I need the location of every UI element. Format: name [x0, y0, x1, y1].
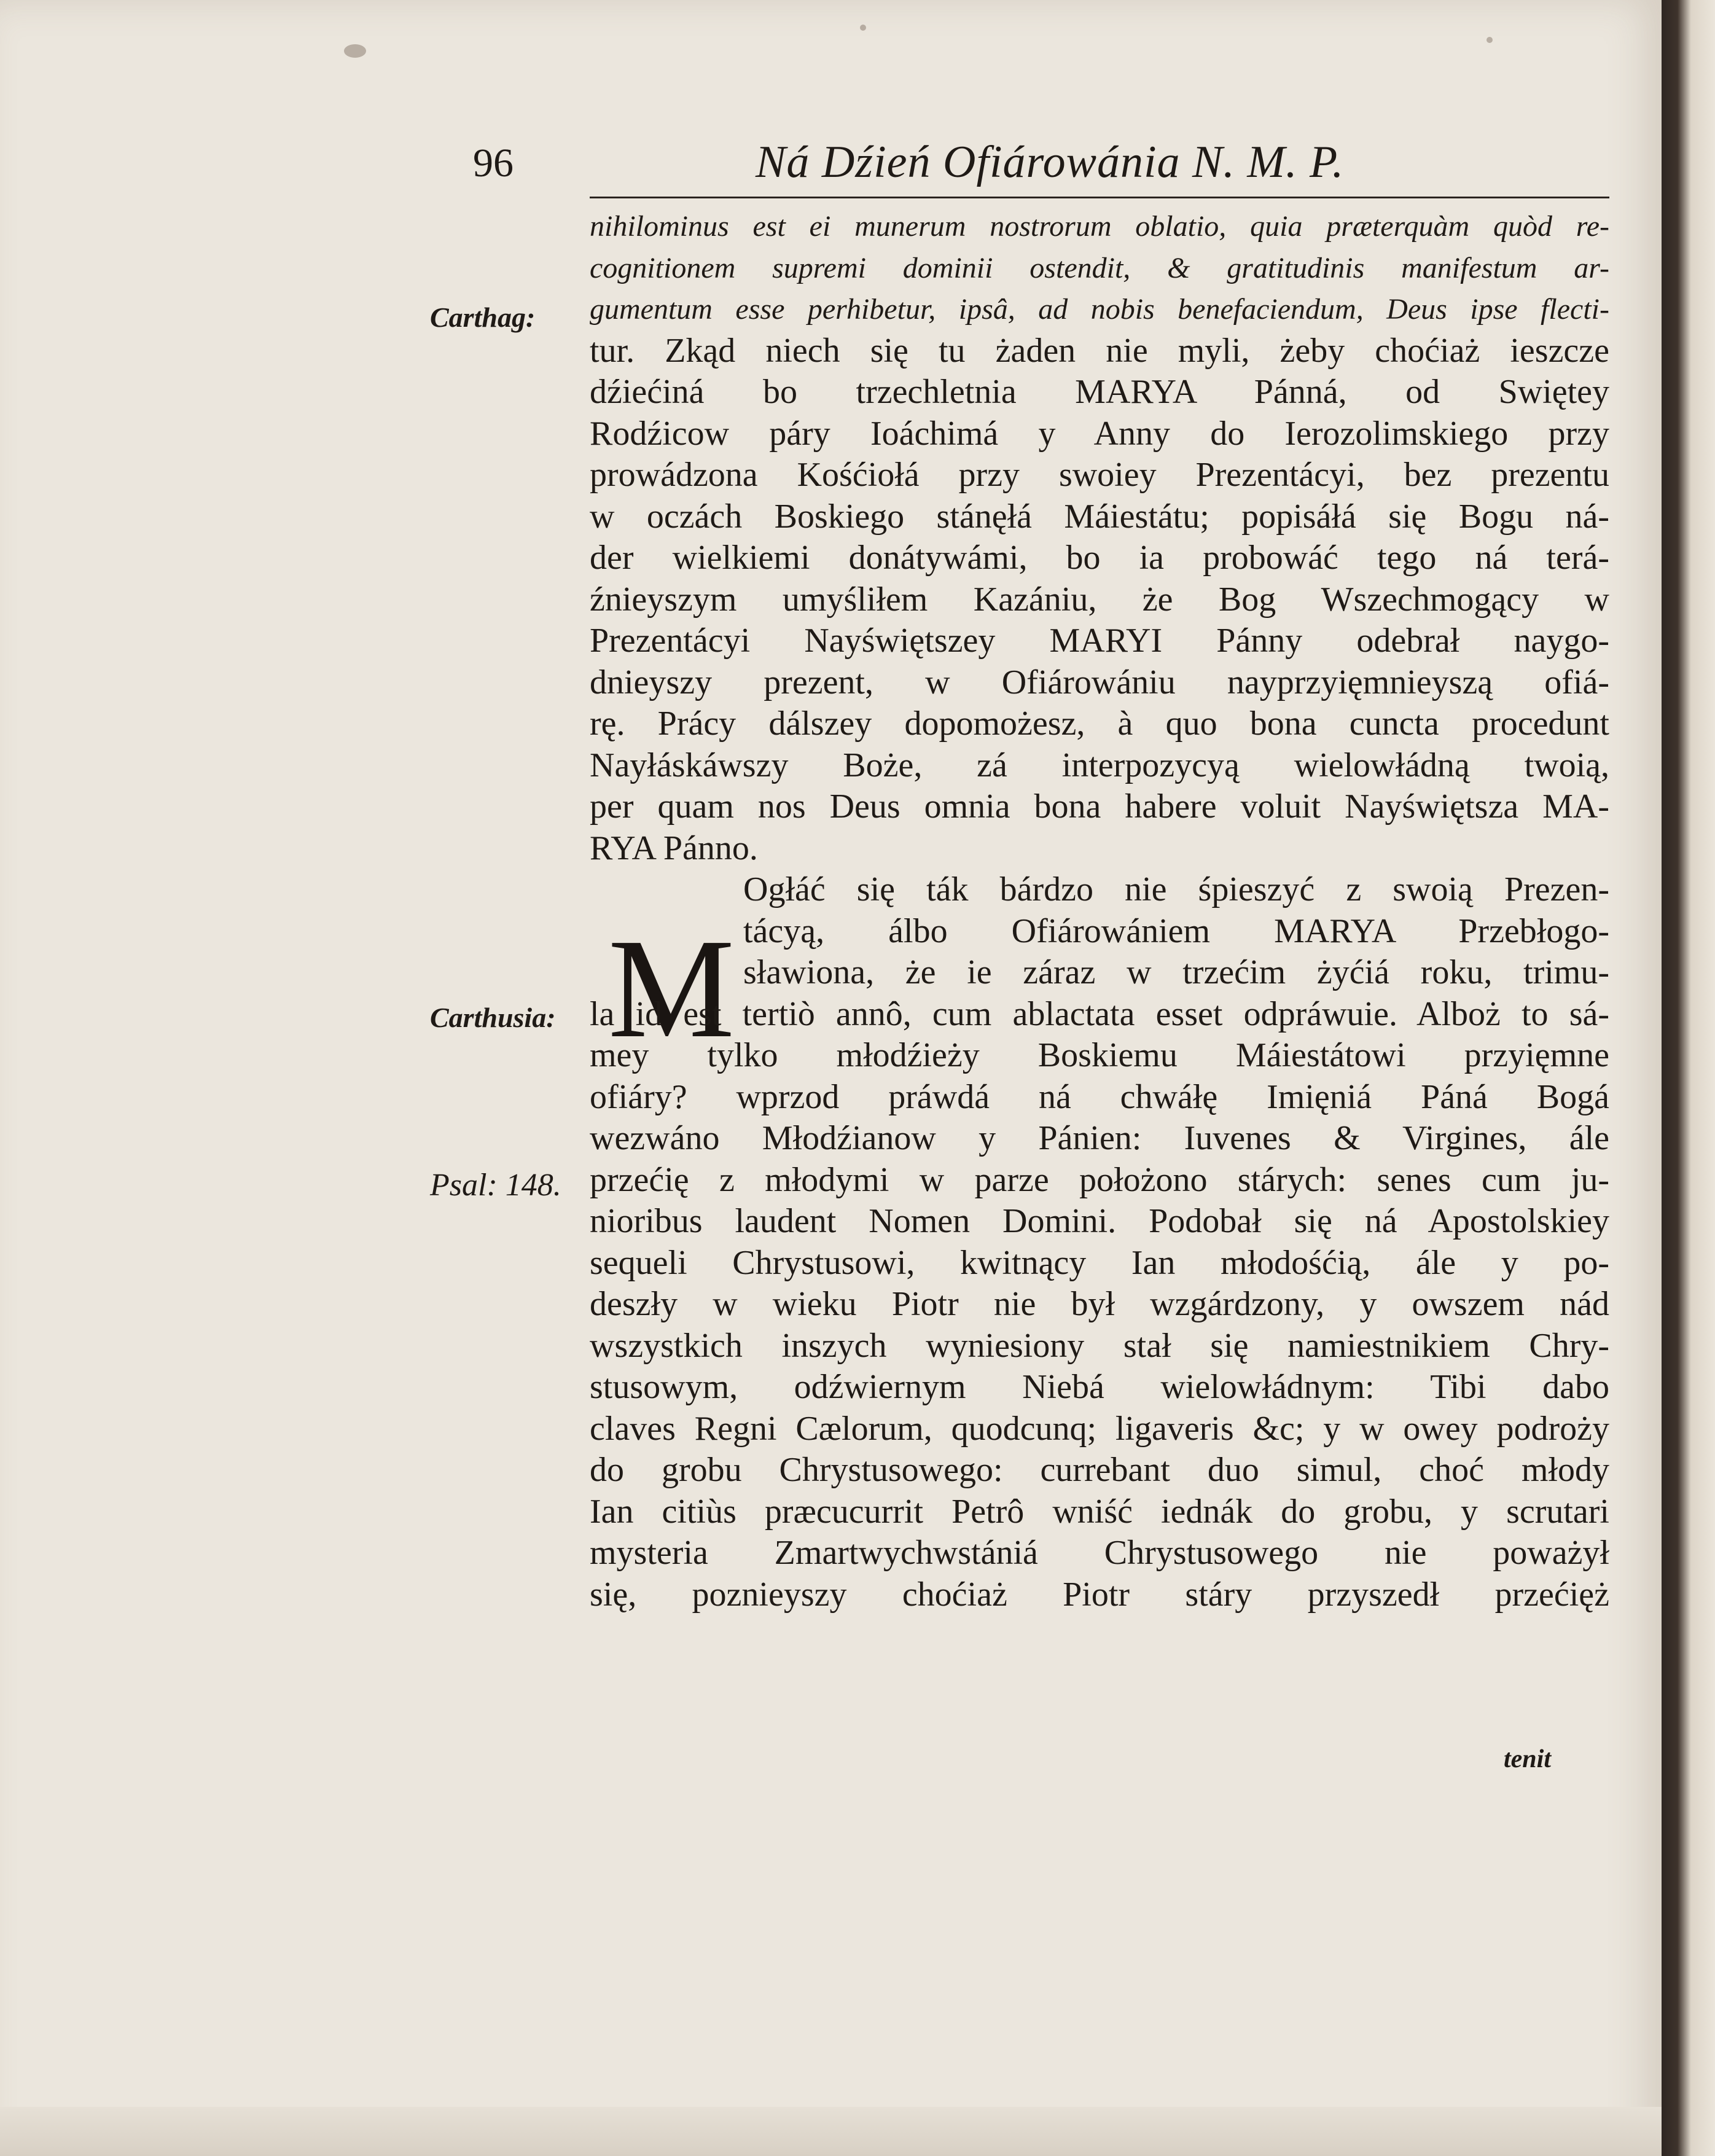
text-line: Rodźicow páry Ioáchimá y Anny do Ierozolimskiego przy: [590, 414, 1609, 453]
text-line: per quam nos Deus omnia bona habere voluit Nayświętsza MA-: [590, 787, 1609, 826]
text-line: mey tylko młodźieży Boskiemu Máiestátowi przyięmne: [590, 1036, 1609, 1074]
text-line: sequeli Chrystusowi, kwitnący Ian młodośćią, ále y po-: [590, 1243, 1609, 1282]
text-line: wezwáno Młodźianow y Pánien: Iuvenes & Virgines, ále: [590, 1119, 1609, 1157]
text-line: dnieyszy prezent, w Ofiárowániu nayprzyięmnieyszą ofiá-: [590, 663, 1609, 701]
text-line: nioribus laudent Nomen Domini. Podobał się ná Apostolskiey: [590, 1202, 1609, 1240]
text-line: ofiáry? wprzod práwdá ná chwáłę Imięniá Páná Bogá: [590, 1077, 1609, 1116]
text-line: claves Regni Cælorum, quodcunq; ligaveris &c; y w owey podroży: [590, 1409, 1609, 1448]
text-line: prowádzona Kośćiołá przy swoiey Prezentácyi, bez prezentu: [590, 456, 1609, 494]
text-line: Nayłáskáwszy Boże, zá interpozycyą wielowłádną twoią,: [590, 746, 1609, 784]
header-rule: [590, 197, 1609, 198]
text-line: Ogłáć się ták bárdzo nie śpieszyć z swoią Prezen-: [743, 870, 1609, 908]
text-line: wszystkich inszych wyniesiony stał się namiestnikiem Chry-: [590, 1326, 1609, 1365]
catchword: tenit: [1504, 1745, 1552, 1773]
text-line: do grobu Chrystusowego: currebant duo simul, choć młody: [590, 1451, 1609, 1489]
text-line: Prezentácyi Nayświętszey MARYI Pánny odebrał naygo-: [590, 622, 1609, 660]
text-line: w oczách Boskiego stánęłá Máiestátu; popisáłá się Bogu ná-: [590, 497, 1609, 536]
margin-note-psalm: Psal: 148.: [430, 1168, 561, 1203]
page-number: 96: [473, 141, 514, 186]
text-line: RYA Pánno.: [590, 829, 758, 867]
text-line: źnieyszym umyśliłem Kazániu, że Bog Wszechmogący w: [590, 580, 1609, 619]
ink-speck: [860, 25, 866, 31]
text-line: la id est tertiò annô, cum ablactata esset odpráwuie. Alboż to sá-: [590, 994, 1609, 1033]
drop-cap-initial: M: [607, 910, 735, 1068]
body-text: [590, 206, 1609, 1615]
text-line: tur. Zkąd niech się tu żaden nie myli, żeby choćiaż ieszcze: [590, 331, 1609, 370]
text-line: der wielkiemi donátywámi, bo ia probowáć tego ná terá-: [590, 539, 1609, 577]
text-line: deszły w wieku Piotr nie był wzgárdzony, y owszem nád: [590, 1285, 1609, 1323]
text-line: sławiona, że ie záraz w trzećim żyćiá roku, trimu-: [743, 953, 1609, 991]
text-line: stusowym, odźwiernym Niebá wielowłádnym: Tibi dabo: [590, 1368, 1609, 1406]
text-line: gumentum esse perhibetur, ipsâ, ad nobis benefaciendum, Deus ipse flecti-: [590, 293, 1609, 326]
page-bottom-margin: [0, 2107, 1662, 2156]
running-title: Ná Dźień Ofiárowánia N. M. P.: [756, 137, 1345, 187]
text-line: rę. Prácy dálszey dopomożesz, à quo bona cuncta procedunt: [590, 705, 1609, 743]
text-line: mysteria Zmartwychwstániá Chrystusowego nie poważył: [590, 1534, 1609, 1572]
ink-speck: [1486, 37, 1493, 43]
text-line: tácyą, álbo Ofiárowániem MARYA Przebłogo-: [743, 912, 1609, 950]
text-line: cognitionem supremi dominii ostendit, & gratitudinis manifestum ar-: [590, 251, 1609, 284]
text-line: się, poznieyszy choćiaż Piotr stáry przyszedł przećięż: [590, 1575, 1609, 1614]
margin-note-carthusia: Carthusia:: [430, 1002, 556, 1033]
text-line: Ian citiùs præcucurrit Petrô wniść iednák do grobu, y scrutari: [590, 1492, 1609, 1531]
text-line: dźiećiná bo trzechletnia MARYA Pánná, od Swiętey: [590, 373, 1609, 411]
text-line: nihilominus est ei munerum nostrorum oblatio, quia præterquàm quòd re-: [590, 210, 1609, 243]
margin-note-carthag: Carthag:: [430, 302, 536, 333]
ink-smudge: [344, 44, 366, 58]
text-line: przećię z młodymi w parze położono stárych: senes cum ju-: [590, 1160, 1609, 1199]
book-gutter: [1662, 0, 1715, 2156]
